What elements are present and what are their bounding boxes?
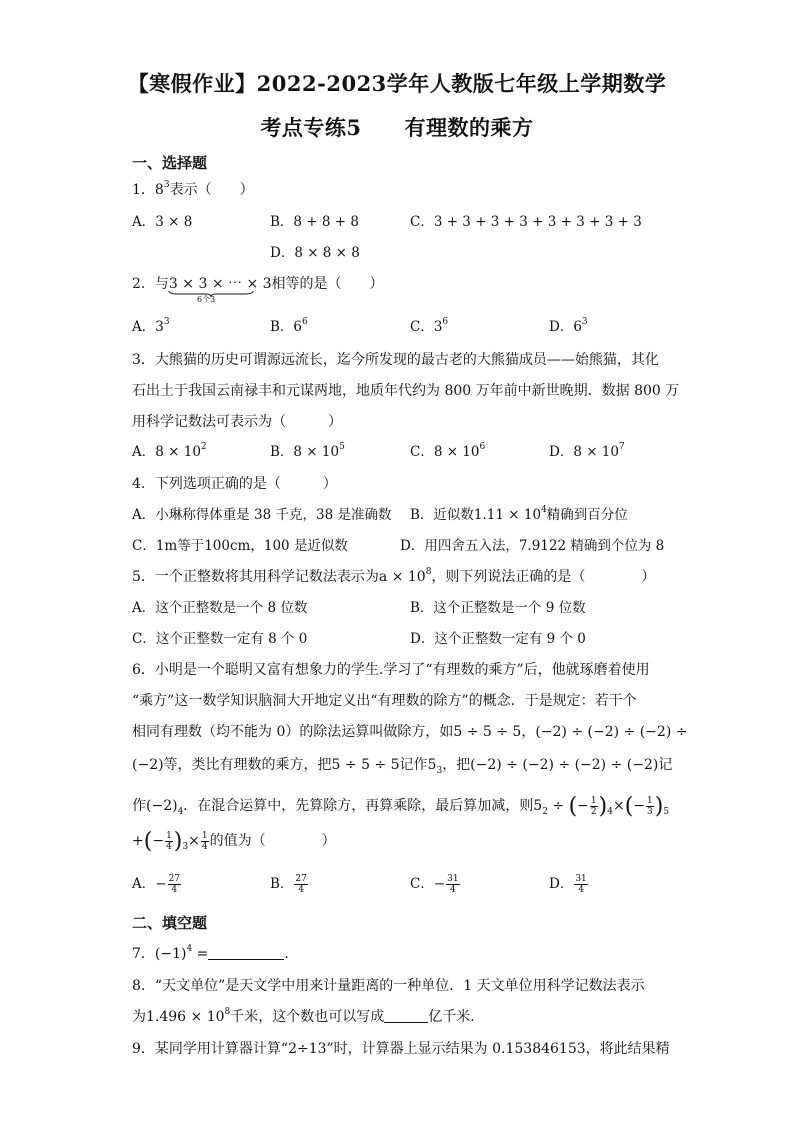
q6-option-b: B． $\frac{27}{4}$ xyxy=(270,874,307,895)
q5-option-c: C．这个正整数一定有 8 个 0 xyxy=(132,631,308,647)
q3-option-b: B．$8 \times 10^5$ xyxy=(270,442,345,460)
q2-option-c: C．$3^6$ xyxy=(410,317,449,335)
question-1-stem: 1．$8^3$表示（ ） xyxy=(132,180,254,198)
q2-expression: 3 × 3 × ⋯ × 3 xyxy=(168,276,272,292)
q2-underbrace-label: 6个3 xyxy=(197,295,216,304)
question-3-line-2: 石出土于我国云南禄丰和元谋两地，地质年代约为 800 万年前中新世晚期．数据 800 万 xyxy=(132,383,680,399)
question-5-stem: 5．一个正整数将其用科学记数法表示为$a \times 10^8$，则下列说法正确的是（ ） xyxy=(132,567,656,585)
question-8-line-1: 8．“天文单位”是天文学中用来计量距离的一种单位．1 天文单位用科学记数法表示 xyxy=(132,978,645,994)
q3-option-a: A．$8 \times 10^2$ xyxy=(132,442,207,460)
question-6-line-3: 相同有理数（均不能为 0）的除法运算叫做除方，如5 ÷ 5 ÷ 5，(−2) ÷ (−2) ÷ (−2) ÷ xyxy=(132,724,688,740)
q2-option-a: A．$3^3$ xyxy=(132,317,170,335)
q7-answer-blank[interactable] xyxy=(208,945,284,960)
q3-option-c: C．$8 \times 10^6$ xyxy=(410,442,486,460)
fraction-one-quarter: $\frac{1}{4}$ xyxy=(166,830,172,852)
q2-option-b: B．$6^6$ xyxy=(270,317,308,335)
q8-answer-blank[interactable] xyxy=(384,1008,428,1023)
q5-option-a: A．这个正整数是一个 8 位数 xyxy=(132,600,308,616)
section-heading-choice: 一、选择题 xyxy=(132,154,208,172)
q2-option-d: D．$6^3$ xyxy=(549,317,588,335)
question-6-line-4: (−2)等，类比有理数的乘方，把5 ÷ 5 ÷ 5记作$5_3$，把(−2) ÷ (−2) ÷ (−2) ÷ (−2)记 xyxy=(132,757,673,776)
q4-option-d: D．用四舍五入法，7.9122 精确到个位为 8 xyxy=(400,538,665,554)
q4-option-c: C．1m等于100cm，100 是近似数 xyxy=(132,538,348,554)
q6-option-a: A．− $\frac{27}{4}$ xyxy=(132,874,181,895)
q4-option-b: B．近似数$1.11 \times 10^4$精确到百分位 xyxy=(410,505,628,523)
question-6-line-1: 6．小明是一个聪明又富有想象力的学生.学习了“有理数的乘方”后，他就琢磨着使用 xyxy=(132,662,650,678)
question-8-line-2: 为$1.496 \times 10^8$千米，这个数也可以写成 亿千米． xyxy=(132,1007,485,1025)
question-9-line-1: 9．某同学用计算器计算“2÷13”时，计算器上显示结果为 0.153846153，将此结果精 xyxy=(132,1041,670,1057)
fraction-one-quarter-2: $\frac{1}{4}$ xyxy=(201,830,208,852)
q5-option-b: B．这个正整数是一个 9 位数 xyxy=(410,600,586,616)
question-4-stem: 4．下列选项正确的是（ ） xyxy=(132,476,337,492)
page-title: 【寒假作业】2022-2023学年人教版七年级上学期数学 xyxy=(127,71,667,96)
q6-option-c: C．− $\frac{31}{4}$ xyxy=(410,874,459,895)
q6-option-d: D． $\frac{31}{4}$ xyxy=(549,874,587,895)
fraction-one-third: $\frac{1}{3}$ xyxy=(647,795,653,817)
question-6-line-5: 作$(-2)_4$．在混合运算中，先算除方，再算乘除，最后算加减，则$5_2$ ÷ (− $\frac{1}{2}$ )$_4\times(-$ $\frac{1}{3}$ )$_5$ xyxy=(132,794,670,819)
question-3-line-3: 用科学记数法可表示为（ ） xyxy=(132,414,342,430)
q1-option-c: C．3 + 3 + 3 + 3 + 3 + 3 + 3 + 3 xyxy=(410,214,642,230)
q1-option-b: B．8 + 8 + 8 xyxy=(270,214,359,230)
question-6-line-2: “乘方”这一数学知识脑洞大开地定义出“有理数的除方”的概念．于是规定：若干个 xyxy=(132,693,637,709)
q5-option-d: D．这个正整数一定有 9 个 0 xyxy=(410,631,586,647)
question-3-line-1: 3．大熊猫的历史可谓源远流长，迄今所发现的最古老的大熊猫成员——始熊猫，其化 xyxy=(132,352,659,368)
q4-option-a: A．小琳称得体重是 38 千克，38 是准确数 xyxy=(132,507,392,523)
fraction-one-half: $\frac{1}{2}$ xyxy=(590,795,597,817)
q1-option-d: D．8 × 8 × 8 xyxy=(270,245,360,261)
question-6-line-6: +(− $\frac{1}{4}$ )$_3\times$ $\frac{1}{4}$ 的值为（ ） xyxy=(132,829,336,854)
question-7: 7．$(-1)^4$ = ． xyxy=(132,944,299,962)
q3-option-d: D．$8 \times 10^7$ xyxy=(549,442,625,460)
page-subtitle: 考点专练5 有理数的乘方 xyxy=(260,115,534,140)
q1-option-a: A．3 × 8 xyxy=(132,214,193,230)
question-2-stem: 2．与3 × 3 × ⋯ × 3相等的是（ ） xyxy=(132,276,384,292)
section-heading-fill: 二、填空题 xyxy=(132,914,208,932)
